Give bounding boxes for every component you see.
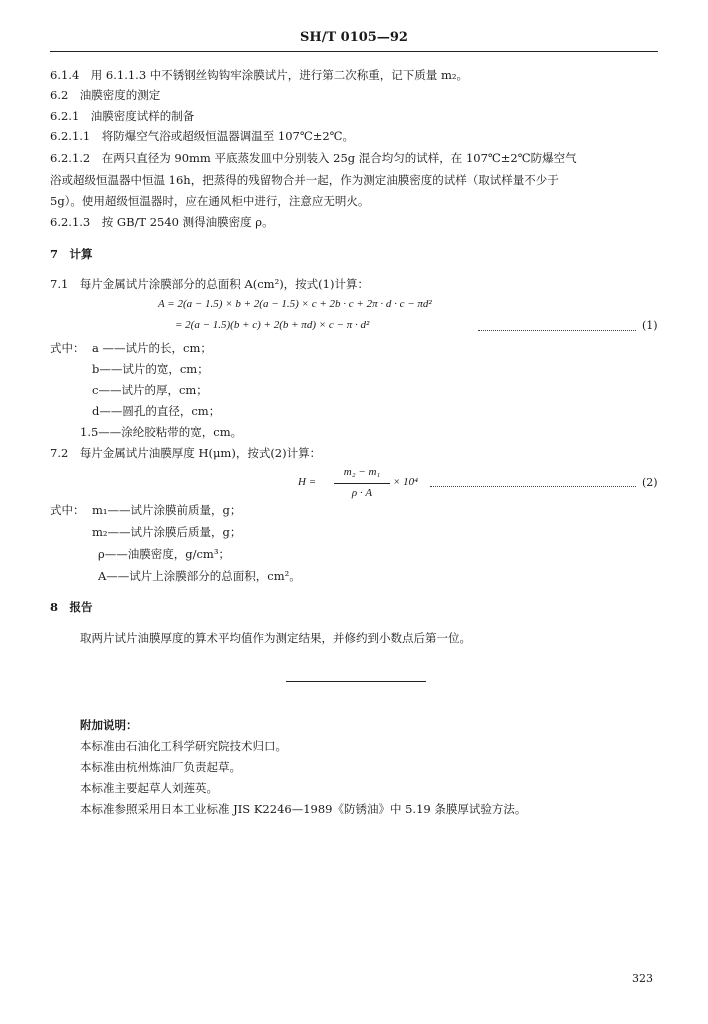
where-item: m₂——试片涂膜后质量，g； [92,525,242,539]
end-rule [286,681,426,682]
where-intro: 式中： [50,341,85,355]
clause-6-2-1-2-line1: 6.2.1.2 在两只直径为 90mm 平底蒸发皿中分别装入 25g 混合均匀的试样，在 107℃±2℃防爆空气 [50,151,577,165]
equation-1-line1: A = 2(a − 1.5) × b + 2(a − 1.5) × c + 2b · c + 2π · d · c − πd² [158,298,432,310]
where-item: ρ——油膜密度，g/cm³； [98,547,230,561]
equation-1-line2: = 2(a − 1.5)(b + c) + 2(b + πd) × c − π · d² [175,319,370,331]
clause-6-2-1-2-line3: 5g）。使用超级恒温器时，应在通风柜中进行，注意应无明火。 [50,194,370,208]
clause-6-2-1-2-line2: 浴或超级恒温器中恒温 16h，把蒸得的残留物合并一起，作为测定油膜密度的试样（取试样量不少于 [50,173,559,187]
clause-7-1: 7.1 每片金属试片涂膜部分的总面积 A(cm²)，按式(1)计算： [50,277,369,291]
leader-dots [430,474,636,487]
header-rule [50,51,658,52]
equation-1-number: (1) [642,319,658,332]
clause-6-1-4: 6.1.4 用 6.1.1.3 中不锈钢丝钩钩牢涂膜试片，进行第二次称重，记下质量 m₂。 [50,68,468,82]
section-7-heading: 7 计算 [50,247,93,261]
where-item: b——试片的宽，cm； [92,362,209,376]
page-number: 323 [632,972,653,985]
clause-6-2: 6.2 油膜密度的测定 [50,88,161,102]
where-item: 1.5——涂纶胶粘带的宽，cm。 [80,425,243,439]
appendix-item: 本标准参照采用日本工业标准 JIS K2246—1989《防锈油》中 5.19 条膜厚试验方法。 [80,802,527,816]
appendix-item: 本标准主要起草人刘莲英。 [80,781,218,795]
appendix-item: 本标准由杭州炼油厂负责起草。 [80,760,241,774]
clause-6-2-1-1: 6.2.1.1 将防爆空气浴或超级恒温器调温至 107℃±2℃。 [50,129,355,143]
equation-2-number: (2) [642,476,658,489]
leader-dots [478,318,636,331]
clause-6-2-1-3: 6.2.1.3 按 GB/T 2540 测得油膜密度 ρ。 [50,215,274,229]
equation-2-tail: × 10⁴ [393,476,418,488]
report-text: 取两片试片油膜厚度的算术平均值作为测定结果，并修约到小数点后第一位。 [80,631,471,645]
equation-2-numerator: m₂ − m₁ [343,466,381,478]
standard-number: SH/T 0105—92 [300,30,408,45]
equation-2-lhs: H = [298,476,317,488]
appendix-item: 本标准由石油化工科学研究院技术归口。 [80,739,287,753]
clause-7-2: 7.2 每片金属试片油膜厚度 H(μm)，按式(2)计算： [50,446,322,460]
fraction-bar [334,483,390,484]
where-item: c——试片的厚，cm； [92,383,208,397]
appendix-title: 附加说明： [80,718,138,732]
where-intro: 式中： [50,503,85,517]
section-8-heading: 8 报告 [50,600,93,614]
equation-2-denominator: ρ · A [351,487,373,499]
where-item: d——圆孔的直径，cm； [92,404,221,418]
clause-6-2-1: 6.2.1 油膜密度试样的制备 [50,109,195,123]
where-item: m₁——试片涂膜前质量，g； [92,503,242,517]
where-item: a ——试片的长，cm； [92,341,212,355]
where-item: A——试片上涂膜部分的总面积，cm²。 [98,569,301,583]
